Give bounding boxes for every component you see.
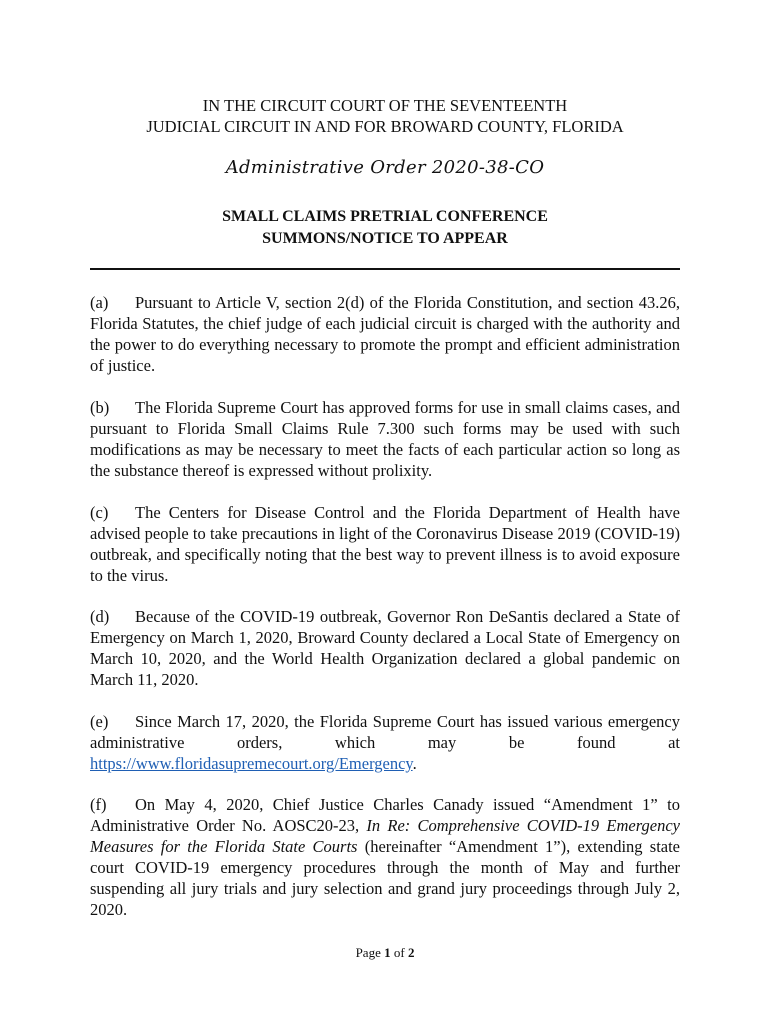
order-title: Administrative Order 2020-38-CO — [225, 157, 545, 178]
paragraph-e — [90, 711, 680, 774]
paragraph-a — [90, 292, 680, 376]
court-name-line-2: JUDICIAL CIRCUIT IN AND FOR BROWARD COUNTY, FLORIDA — [146, 117, 624, 136]
paragraph-text: The Centers for Disease Control and the Florida Department of Health have advised people to take precautions in light of the Coronavirus Disease 2019 (COVID-19) outbreak, and specifically noting that the best way to prevent illness is to avoid exposure to the virus. — [90, 503, 680, 585]
page-footer — [0, 945, 770, 961]
of-word: of — [393, 945, 405, 960]
paragraph-b — [90, 397, 680, 481]
paragraph-text-continued: (hereinafter “Amendment 1”), extending state court COVID-19 emergency procedures through the month of May and further suspending all jury trials and jury selection and grand jury proceedings through July 2, 2020. — [90, 837, 681, 919]
paragraph-text: Since March 17, 2020, the Florida Supreme Court has issued various emergency administrative orders, which may be found at — [90, 712, 680, 752]
subject-line-2: SUMMONS/NOTICE TO APPEAR — [262, 230, 508, 247]
paragraph-label: (d) — [90, 607, 110, 626]
subject-line-1: SMALL CLAIMS PRETRIAL CONFERENCE — [222, 208, 548, 225]
court-name-line-1: IN THE CIRCUIT COURT OF THE SEVENTEENTH — [202, 96, 568, 115]
paragraph-text-end: . — [412, 754, 417, 773]
emergency-orders-link[interactable]: https://www.floridasupremecourt.org/Emergency — [90, 754, 413, 773]
paragraph-f — [90, 794, 680, 920]
paragraph-label: (b) — [90, 398, 110, 417]
page-word: Page — [355, 945, 381, 960]
order-case-title: In Re: Comprehensive COVID-19 Emergency Measures for the Florida State Courts — [90, 816, 680, 856]
paragraph-d — [90, 606, 680, 690]
divider-rule — [90, 268, 680, 270]
paragraph-label: (c) — [90, 503, 109, 522]
paragraph-text: The Florida Supreme Court has approved forms for use in small claims cases, and pursuant to Florida Small Claims Rule 7.300 such forms may be used with such modifications as may be necessary to meet the facts of each particular action so long as the substance thereof is expressed without prolixity. — [90, 398, 680, 480]
paragraph-text: Pursuant to Article V, section 2(d) of the Florida Constitution, and section 43.26, Florida Statutes, the chief judge of each judicial circuit is charged with the authority and the power to do everything necessary to promote the prompt and efficient administration of justice. — [90, 293, 680, 375]
paragraph-text: On May 4, 2020, Chief Justice Charles Canady issued “Amendment 1” to Administrative Order No. AOSC20-23, — [90, 795, 680, 835]
page-number: 1 — [384, 945, 391, 960]
paragraph-text: Because of the COVID-19 outbreak, Governor Ron DeSantis declared a State of Emergency on March 1, 2020, Broward County declared a Local State of Emergency on March 10, 2020, and the World Health Organization declared a global pandemic on March 11, 2020. — [90, 607, 680, 689]
paragraph-label: (a) — [90, 293, 109, 312]
paragraph-label: (e) — [90, 712, 109, 731]
page-total: 2 — [407, 945, 415, 960]
paragraph-label: (f) — [90, 795, 107, 814]
paragraph-c — [90, 502, 680, 586]
